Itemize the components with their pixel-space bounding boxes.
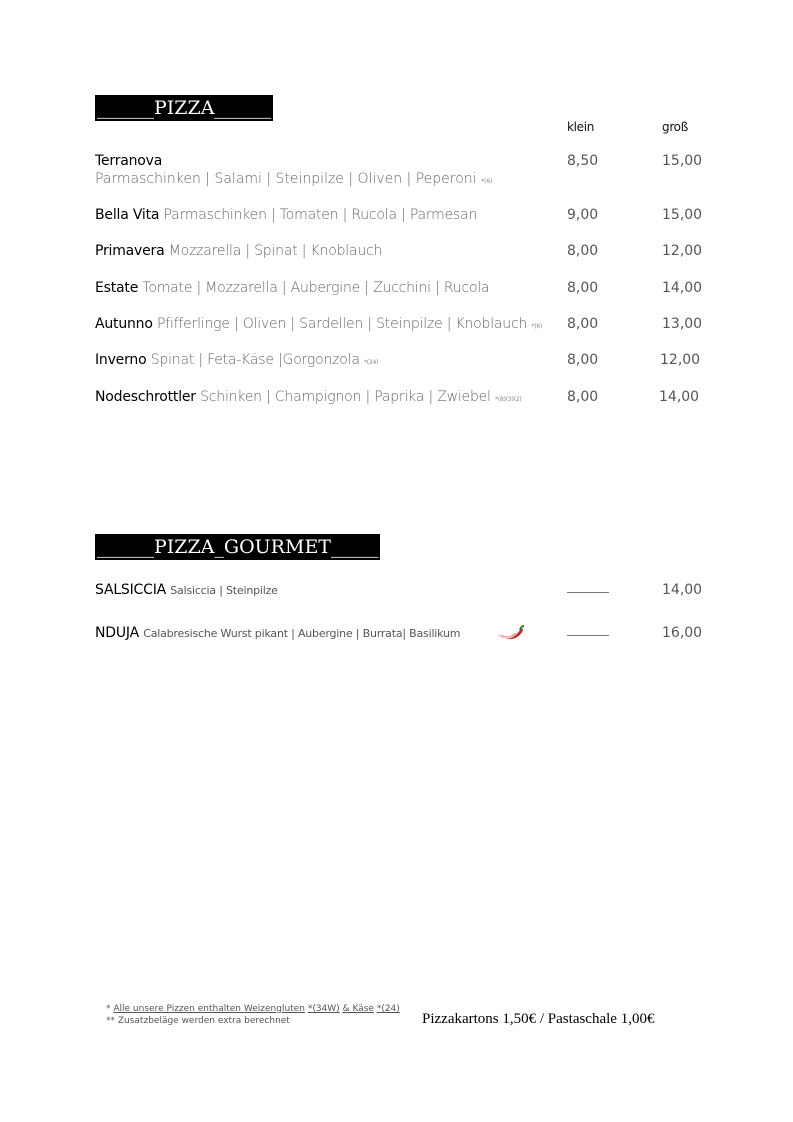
note-cheese-code: *(24) [376, 1004, 400, 1014]
item-description: Parmaschinken | Tomaten | Rucola | Parmesan [163, 207, 478, 223]
price-large: 12,00 [662, 243, 703, 259]
price-large: 13,00 [662, 316, 703, 332]
price-large: 14,00 [662, 280, 703, 296]
menu-item-bella-vita [95, 207, 705, 227]
note-wheat-code: *(34W) [307, 1004, 340, 1014]
menu-item-primavera [95, 243, 705, 263]
price-small: 9,00 [567, 207, 599, 223]
item-description: Parmaschinken | Salami | Steinpilze | Oliven | Peperoni [95, 171, 477, 187]
column-header-small: klein [567, 120, 595, 134]
item-name: Estate [95, 280, 139, 296]
price-small: 8,00 [567, 243, 599, 259]
column-header-large: groß [662, 120, 688, 134]
price-small: 8,50 [567, 153, 599, 169]
price-large: 14,00 [662, 582, 703, 598]
item-note: *(8)(3)(2) [495, 396, 522, 403]
menu-item-inverno [95, 352, 705, 372]
price-large: 16,00 [662, 625, 703, 641]
price-small: 8,00 [567, 316, 599, 332]
section-title-pizza: ______PIZZA______ [97, 97, 272, 119]
menu-item-autunno [95, 316, 705, 336]
menu-item-nduja [95, 625, 705, 645]
note-cheese: & Käse [342, 1004, 374, 1014]
menu-item-estate [95, 280, 705, 300]
item-name: Inverno [95, 352, 147, 368]
price-large: 12,00 [660, 352, 701, 368]
price-small: 8,00 [567, 352, 599, 368]
item-description: Calabresische Wurst pikant | Aubergine | Burrata| Basilikum [143, 627, 461, 640]
item-description: Spinat | Feta-Käse |Gorgonzola [150, 352, 360, 368]
item-description: Tomate | Mozzarella | Aubergine | Zucchini | Rucola [142, 280, 490, 296]
menu-item-terranova [95, 153, 705, 187]
item-name: Terranova [95, 153, 163, 169]
item-note: *(24) [363, 359, 379, 366]
price-large: 14,00 [659, 389, 700, 405]
item-description: Salsiccia | Steinpilze [170, 584, 278, 597]
menu-item-nodeschrottler [95, 389, 705, 409]
item-name: NDUJA [95, 625, 139, 641]
no-small-price-dash [567, 635, 609, 636]
price-small: 8,00 [567, 389, 599, 405]
price-large: 15,00 [662, 153, 703, 169]
footer-packaging-prices: Pizzakartons 1,50€ / Pastaschale 1,00€ [422, 1011, 655, 1027]
item-name: Autunno [95, 316, 153, 332]
item-name: Nodeschrottler [95, 389, 196, 405]
footer-note-extras: ** Zusatzbeläge werden extra berechnet [106, 1016, 290, 1026]
note-wheat: Alle unsere Pizzen enthalten Weizengluten [113, 1004, 305, 1014]
no-small-price-dash [567, 592, 609, 593]
item-name: Bella Vita [95, 207, 160, 223]
chili-pepper-icon [495, 625, 525, 647]
note-prefix: * [106, 1004, 111, 1014]
price-small: 8,00 [567, 280, 599, 296]
item-description: Pfifferlinge | Oliven | Sardellen | Steinpilze | Knoblauch [157, 316, 528, 332]
section-title-pizza-gourmet: ______PIZZA_GOURMET_____ [97, 536, 379, 558]
item-name: SALSICCIA [95, 582, 166, 598]
item-note: *(6) [481, 178, 493, 185]
item-description: Mozzarella | Spinat | Knoblauch [168, 243, 383, 259]
item-description: Schinken | Champignon | Paprika | Zwiebel [200, 389, 491, 405]
menu-item-salsiccia [95, 582, 705, 602]
footer-note-allergens [106, 1004, 400, 1014]
item-note: *(6) [531, 323, 543, 330]
item-name: Primavera [95, 243, 165, 259]
price-large: 15,00 [662, 207, 703, 223]
